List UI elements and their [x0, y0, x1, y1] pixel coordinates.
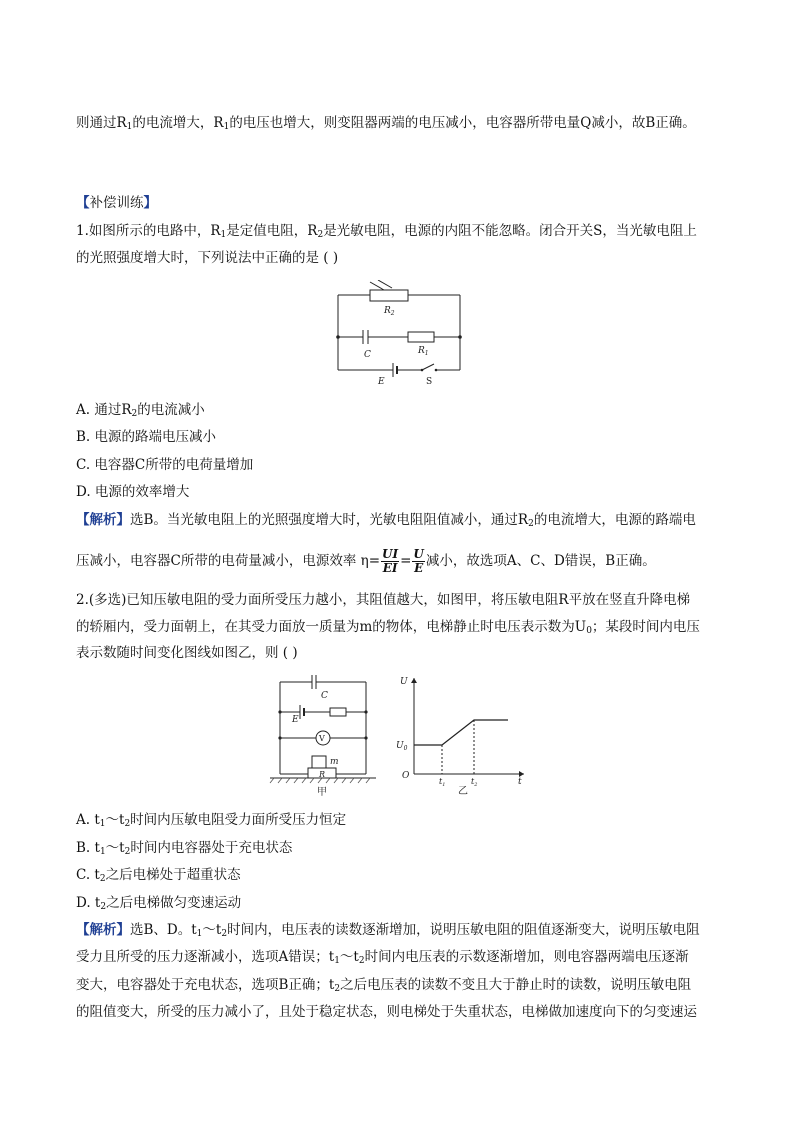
axis-u: U	[400, 677, 408, 687]
efficiency-fraction-2: $\frac{U}{E}$	[413, 547, 424, 575]
caption-yi: 乙	[458, 786, 468, 797]
voltmeter-label: V	[319, 734, 325, 743]
q1-analysis-line1: 【解析】选B。当光敏电阻上的光照强度增大时，光敏电阻阻值减小，通过$R_2$的电流增大，电源的路端电	[76, 512, 696, 529]
q2-stem-line1: 2.(多选)已知压敏电阻的受力面所受压力越小，其阻值越大，如图甲，将压敏电阻R平放在竖直升降电梯	[76, 592, 691, 608]
q2-option-a: A. $t_1\sim t_2$时间内压敏电阻受力面所受压力恒定	[76, 812, 347, 829]
q1-option-c: C. 电容器C所带的电荷量增加	[76, 457, 254, 473]
r2-label: $R_2$	[384, 306, 395, 317]
t2-label: $t_2$	[471, 777, 478, 788]
q2-option-c: C. $t_2$之后电梯处于超重状态	[76, 867, 241, 884]
origin-label: O	[402, 771, 410, 781]
q1-analysis-line2: 压减小，电容器C所带的电荷量减小，电源效率 η= $\frac{UI}{EI}$ = $\frac{U}{E}$ 减小，故选项A、C、D错误，B正确。	[76, 547, 656, 575]
q1-stem-line2: 的光照强度增大时，下列说法中正确的是 ( )	[76, 250, 339, 266]
q2-stem-line3: 表示数随时间变化图线如图乙，则 ( )	[76, 645, 298, 661]
caption-jia: 甲	[317, 787, 327, 798]
m-label: m	[330, 757, 339, 767]
e-label: E	[292, 715, 299, 725]
q2-analysis-line3: 变大，电容器处于充电状态，选项B正确；$t_2$之后电压表的读数不变且大于静止时的读数，说明压敏电阻	[76, 977, 692, 994]
r-label: R	[319, 770, 326, 779]
e-label: E	[378, 377, 385, 387]
q2-voltage-graph	[394, 674, 530, 800]
q1-option-b: B. 电源的路端电压减小	[76, 429, 217, 445]
q2-analysis-line4: 的阻值变大，所受的压力减小了，且处于稳定状态，则电梯处于失重状态，电梯做加速度向下的匀变速运	[76, 1004, 697, 1020]
q1-option-d: D. 电源的效率增大	[76, 484, 190, 500]
q2-analysis-line1: 【解析】选B、D。$t_1\sim t_2$时间内，电压表的读数逐渐增加，说明压敏电阻的阻值逐渐变大，说明压敏电阻	[76, 922, 700, 939]
section-title: 【补偿训练】	[76, 195, 157, 211]
q2-option-d: D. $t_2$之后电梯做匀变速运动	[76, 895, 242, 912]
q2-circuit-figure	[268, 672, 378, 800]
c-label: C	[321, 691, 328, 701]
q2-stem-line2: 的轿厢内，受力面朝上，在其受力面放一质量为m的物体，电梯静止时电压表示数为$U_0$；某段时间内电压	[76, 619, 700, 636]
axis-t: t	[518, 777, 522, 787]
q1-circuit-figure	[330, 280, 470, 390]
c-label: C	[364, 350, 371, 360]
efficiency-fraction-1: $\frac{UI}{EI}$	[382, 547, 399, 575]
t1-label: $t_1$	[439, 777, 446, 788]
q1-stem-line1: 1.如图所示的电路中，$R_1$是定值电阻，$R_2$是光敏电阻，电源的内阻不能忽略。闭合开关S，当光敏电阻上	[76, 223, 697, 240]
q2-option-b: B. $t_1\sim t_2$时间内电容器处于充电状态	[76, 840, 293, 857]
u0-label: $U_0$	[396, 741, 408, 752]
continuation-text: 则通过$R_1$的电流增大，$R_1$的电压也增大，则变阻器两端的电压减小，电容器所带电量Q减小，故B正确。	[76, 115, 696, 132]
s-label: S	[426, 377, 433, 387]
r1-label: $R_1$	[418, 346, 429, 357]
q2-analysis-line2: 受力且所受的压力逐渐减小，选项A错误；$t_1\sim t_2$时间内电压表的示数逐渐增加，则电容器两端电压逐渐	[76, 949, 689, 966]
q1-option-a: A. 通过$R_2$的电流减小	[76, 402, 205, 419]
